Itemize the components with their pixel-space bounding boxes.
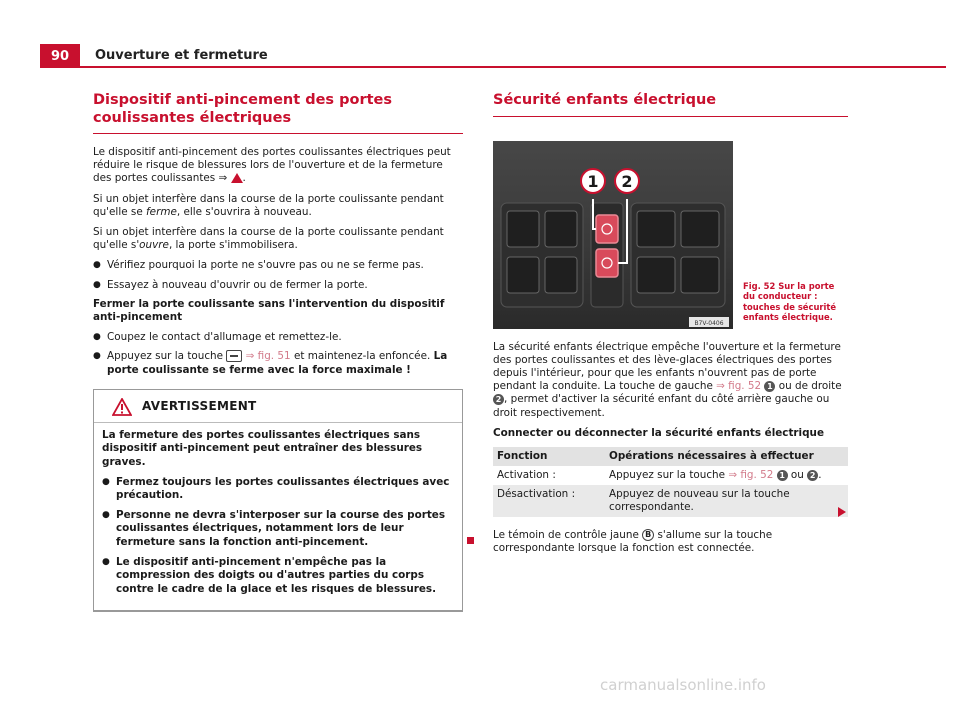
door-key-icon — [226, 350, 242, 362]
continue-arrow-icon — [838, 507, 846, 517]
callout-badge-1: 1 — [777, 470, 788, 481]
paragraph-indicator: Le témoin de contrôle jaune B s'allume sur la touche correspondante lorsque la fonction est connectée. — [493, 529, 773, 555]
warning-label: AVERTISSEMENT — [142, 399, 257, 414]
warning-box — [93, 389, 463, 613]
operations-table — [493, 447, 848, 517]
bullet-dot-icon: ● — [102, 509, 110, 520]
paragraph-intro: Le dispositif anti-pincement des portes coulissantes électriques peut réduire le risque de blessures lors de l'ouverture et de la fermeture des portes coulissantes ⇒ . — [93, 146, 451, 185]
figure-caption: Fig. 52 Sur la porte du conducteur : touches de sécurité enfants électrique. — [743, 280, 837, 322]
figure-reference-link[interactable]: ⇒ fig. 51 — [245, 350, 291, 363]
bullet-item: ● Essayez à nouveau d'ouvrir ou de fermer la porte. — [93, 278, 368, 291]
table-cell: Appuyez sur la touche ⇒ fig. 52 1 ou 2 . — [605, 466, 848, 485]
bullet-dot-icon: ● — [93, 260, 101, 271]
paragraph-child-lock: La sécurité enfants électrique empêche l'ouverture et la fermeture des portes coulissantes et des lève-glaces électriques des portes depuis l'intérieur, pour que les enfants n'ouvrent pas de porte pendant la conduite. La touche de gauche ⇒ fig. 52 1 ou de droite 2 , permet d'activer la sécurité enfant du côté arrière gauche ou droit respectivement. — [493, 340, 842, 419]
warning-item: ● Fermez toujours les portes coulissantes électriques avec précaution. — [102, 475, 450, 502]
figure-code: B7V-0406 — [694, 319, 724, 327]
bullet-item: ● Vérifiez pourquoi la porte ne s'ouvre pas ou ne se ferme pas. — [93, 259, 424, 272]
right-column — [493, 92, 848, 563]
door-switch-photo — [493, 141, 733, 329]
callout-1: 1 — [587, 171, 599, 191]
figure-reference-link[interactable]: ⇒ fig. 52 — [716, 380, 762, 393]
bullet-dot-icon: ● — [93, 332, 101, 343]
paragraph-opening: Si un objet interfère dans la course de la porte coulissante pendant qu'elle s'ouvre, la porte s'immobilisera. — [93, 226, 444, 252]
bullet-dot-icon: ● — [93, 351, 101, 362]
warning-header — [94, 390, 462, 423]
bullet-dot-icon: ● — [102, 476, 110, 487]
left-column — [93, 92, 463, 612]
warning-triangle-icon — [231, 173, 243, 183]
figure-52 — [493, 141, 848, 331]
door-switch-illustration — [493, 141, 733, 329]
header-rule — [80, 66, 946, 68]
section-end-marker — [467, 537, 474, 544]
bullet-item: ● Coupez le contact d'allumage et remettez-le. — [93, 331, 342, 344]
table-header-operations: Opérations nécessaires à effectuer — [605, 447, 848, 466]
section-heading-anti-pinch: Dispositif anti-pincement des portes coulissantes électriques — [93, 92, 463, 134]
section-heading-child-lock: Sécurité enfants électrique — [493, 92, 848, 117]
warning-intro: La fermeture des portes coulissantes électriques sans dispositif anti-pincement peut entraîner des blessures graves. — [102, 428, 423, 469]
callout-2: 2 — [621, 171, 633, 191]
callout-badge-1: 1 — [764, 381, 775, 392]
table-row — [493, 466, 848, 485]
callout-badge-2: 2 — [493, 394, 504, 405]
table-header-function: Fonction — [493, 447, 605, 466]
callout-badge-2: 2 — [807, 470, 818, 481]
paragraph-closing: Si un objet interfère dans la course de la porte coulissante pendant qu'elle se ferme, elle s'ouvrira à nouveau. — [93, 192, 444, 218]
figure-reference-link[interactable]: ⇒ fig. 52 — [728, 469, 774, 482]
warning-item: ● Personne ne devra s'interposer sur la course des portes coulissantes électriques, notamment lors de leur fermeture sans la fonction anti-pincement. — [102, 508, 446, 548]
warning-item: ● Le dispositif anti-pincement n'empêche pas la compression des doigts ou d'autres parties du corps contre le cadre de la glace et les risques de blessures. — [102, 555, 437, 595]
bullet-dot-icon: ● — [93, 279, 101, 290]
table-cell: Activation : — [493, 466, 605, 485]
watermark: carmanualsonline.info — [600, 676, 766, 694]
subheading-connect-disconnect: Connecter ou déconnecter la sécurité enfants électrique — [493, 426, 825, 439]
table-row — [493, 485, 848, 517]
bullet-dot-icon: ● — [102, 556, 110, 567]
warning-triangle-icon — [112, 398, 132, 416]
table-cell: Désactivation : — [493, 485, 605, 517]
table-cell: Appuyez de nouveau sur la touche correspondante. — [605, 485, 848, 517]
page-number: 90 — [40, 44, 80, 68]
subheading-close-without-antipinch: Fermer la porte coulissante sans l'intervention du dispositif anti-pincement — [93, 297, 445, 324]
bullet-item: ● Appuyez sur la touche ⇒ fig. 51 et maintenez-la enfoncée. La porte coulissante se ferme avec la force maximale ! — [93, 350, 448, 376]
indicator-lamp-icon: B — [642, 529, 654, 541]
chapter-title: Ouverture et fermeture — [95, 48, 268, 63]
table-header-row — [493, 447, 848, 466]
